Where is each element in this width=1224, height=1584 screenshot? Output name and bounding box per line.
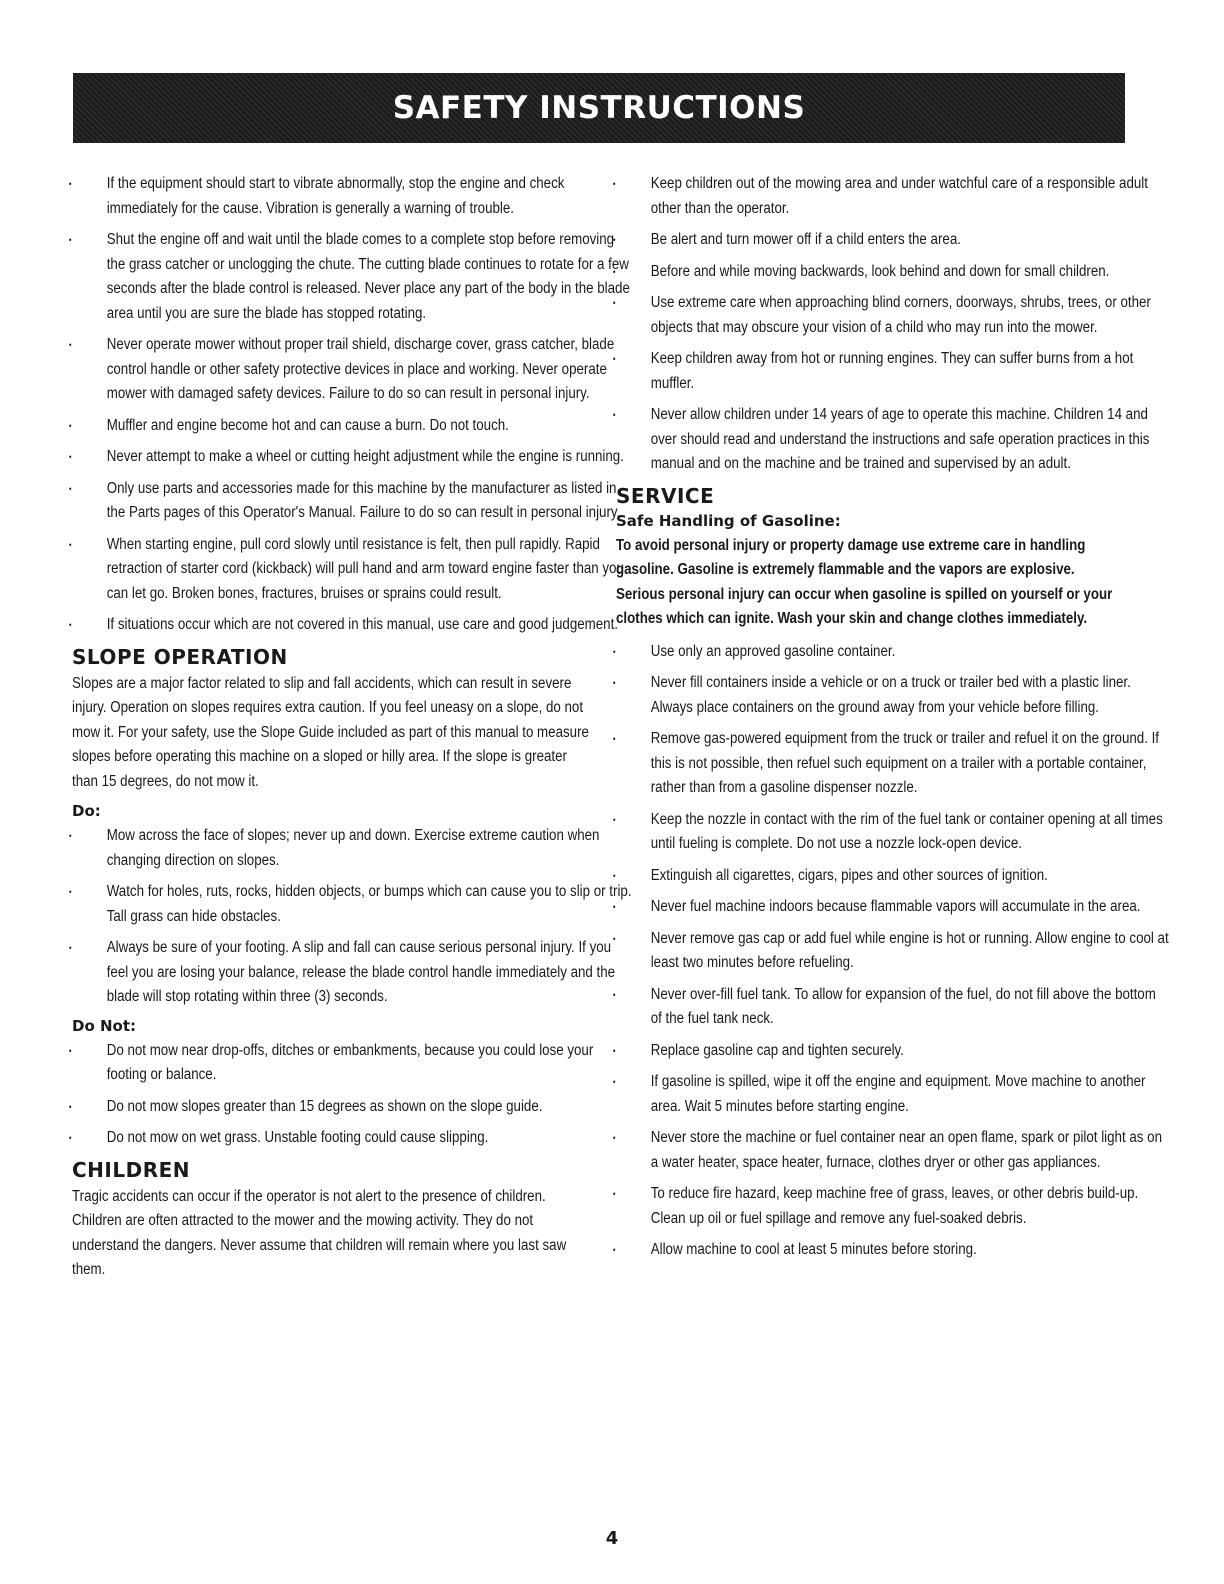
list-item: • Watch for holes, ruts, rocks, hidden objects, or bumps which can cause you to slip or trip. Tall grass can hide obstacles.	[62, 880, 633, 929]
list-item: • Always be sure of your footing. A slip and fall can cause serious personal injury. If you feel you are losing your balance, release the blade control handle immediately and the blade will stop rotating within three (3) seconds.	[62, 936, 633, 1010]
right-column	[606, 172, 1169, 1270]
list-item: • Shut the engine off and wait until the blade comes to a complete stop before removing the grass catcher or unclogging the chute. The cutting blade continues to rotate for a few seconds after the blade control is released. Never place any part of the body in the blade area until you are sure the blade has stopped rotating.	[62, 228, 633, 326]
general-safety-list	[62, 172, 630, 638]
list-item: • Never allow children under 14 years of age to operate this machine. Children 14 and over should read and understand the instructions and safe operation practices in this manual and on the machine and be trained and supervised by an adult.	[606, 403, 1169, 477]
page-banner	[73, 73, 1125, 143]
left-column	[62, 172, 632, 1291]
gasoline-warning: To avoid personal injury or property damage use extreme care in handling gasoline. Gasoline is extremely flammable and the vapors are explosive. Serious personal injury can occur when gasoline is spilled on yourself or your clothes which can ignite. Wash your skin and change clothes immediately.	[616, 536, 1113, 627]
list-item: • Never fuel machine indoors because flammable vapors will accumulate in the area.	[606, 895, 1169, 920]
list-item: • Never operate mower without proper trail shield, discharge cover, grass catcher, blade control handle or other safety protective devices in place and working. Never operate mower with damaged safety devices. Failure to do so can result in personal injury.	[62, 333, 633, 407]
page-number: 4	[605, 1528, 619, 1549]
list-item: • When starting engine, pull cord slowly until resistance is felt, then pull rapidly. Rapid retraction of starter cord (kickback) will pull hand and arm toward engine faster than you can let go. Broken bones, fractures, bruises or sprains could result.	[62, 533, 633, 607]
list-item: • If situations occur which are not covered in this manual, use care and good judgement.	[62, 613, 633, 638]
gasoline-subheading: Safe Handling of Gasoline:	[616, 511, 841, 530]
list-item: • If gasoline is spilled, wipe it off the engine and equipment. Move machine to another area. Wait 5 minutes before starting engine.	[606, 1070, 1169, 1119]
list-item: • Be alert and turn mower off if a child enters the area.	[606, 228, 1169, 253]
do-heading: Do:	[72, 802, 101, 820]
list-item: • Before and while moving backwards, look behind and down for small children.	[606, 260, 1169, 285]
list-item: • Keep children out of the mowing area and under watchful care of a responsible adult other than the operator.	[606, 172, 1169, 221]
service-heading: SERVICE	[616, 483, 715, 508]
list-item: • Do not mow on wet grass. Unstable footing could cause slipping.	[62, 1126, 633, 1151]
banner-title: SAFETY INSTRUCTIONS	[392, 90, 806, 126]
list-item: • Never remove gas cap or add fuel while engine is hot or running. Allow engine to cool at least two minutes before refueling.	[606, 927, 1169, 976]
list-item: • Extinguish all cigarettes, cigars, pipes and other sources of ignition.	[606, 864, 1169, 889]
list-item: • Do not mow near drop-offs, ditches or embankments, because you could lose your footing or balance.	[62, 1039, 633, 1088]
slope-operation-heading: SLOPE OPERATION	[72, 644, 288, 669]
list-item: • Replace gasoline cap and tighten securely.	[606, 1039, 1169, 1064]
list-item: • Keep the nozzle in contact with the rim of the fuel tank or container opening at all times until fueling is complete. Do not use a nozzle lock-open device.	[606, 808, 1169, 857]
children-heading: CHILDREN	[72, 1157, 191, 1182]
list-item: • Remove gas-powered equipment from the truck or trailer and refuel it on the ground. If this is not possible, then refuel such equipment on a trailer with a portable container, rather than from a gasoline dispenser nozzle.	[606, 727, 1169, 801]
list-item: • Never over-fill fuel tank. To allow for expansion of the fuel, do not fill above the bottom of the fuel tank neck.	[606, 983, 1169, 1032]
list-item: • Muffler and engine become hot and can cause a burn. Do not touch.	[62, 414, 633, 439]
list-item: • Use extreme care when approaching blind corners, doorways, shrubs, trees, or other objects that may obscure your vision of a child who may run into the mower.	[606, 291, 1169, 340]
list-item: • Allow machine to cool at least 5 minutes before storing.	[606, 1238, 1169, 1263]
gasoline-list	[606, 640, 1169, 1263]
list-item: • Never attempt to make a wheel or cutting height adjustment while the engine is running.	[62, 445, 633, 470]
children-list	[606, 172, 1151, 477]
children-intro: Tragic accidents can occur if the operator is not alert to the presence of children. Children are often attracted to the mower and the mowing activity. They do not understand the dangers. Never assume that children will remain where you last saw them.	[72, 1187, 567, 1278]
do-list	[62, 824, 632, 1010]
do-not-heading: Do Not:	[72, 1016, 137, 1035]
slope-intro: Slopes are a major factor related to slip and fall accidents, which can result in severe injury. Operation on slopes requires extra caution. If you feel uneasy on a slope, do not mow it. For your safety, use the Slope Guide included as part of this manual to measure slopes before operating this machine on a sloped or hilly area. If the slope is greater than 15 degrees, do not mow it.	[72, 674, 589, 790]
list-item: • Use only an approved gasoline container.	[606, 640, 1169, 665]
list-item: • Do not mow slopes greater than 15 degrees as shown on the slope guide.	[62, 1095, 633, 1120]
list-item: • To reduce fire hazard, keep machine free of grass, leaves, or other debris build-up. Clean up oil or fuel spillage and remove any fuel-soaked debris.	[606, 1182, 1169, 1231]
list-item: • Never fill containers inside a vehicle or on a truck or trailer bed with a plastic liner. Always place containers on the ground away from your vehicle before filling.	[606, 671, 1169, 720]
list-item: • Only use parts and accessories made for this machine by the manufacturer as listed in the Parts pages of this Operator's Manual. Failure to do so can result in personal injury.	[62, 477, 633, 526]
list-item: • Never store the machine or fuel container near an open flame, spark or pilot light as on a water heater, space heater, furnace, clothes dryer or other gas appliances.	[606, 1126, 1169, 1175]
list-item: • If the equipment should start to vibrate abnormally, stop the engine and check immediately for the cause. Vibration is generally a warning of trouble.	[62, 172, 633, 221]
list-item: • Mow across the face of slopes; never up and down. Exercise extreme caution when changing direction on slopes.	[62, 824, 633, 873]
list-item: • Keep children away from hot or running engines. They can suffer burns from a hot muffler.	[606, 347, 1169, 396]
do-not-list	[62, 1039, 594, 1151]
